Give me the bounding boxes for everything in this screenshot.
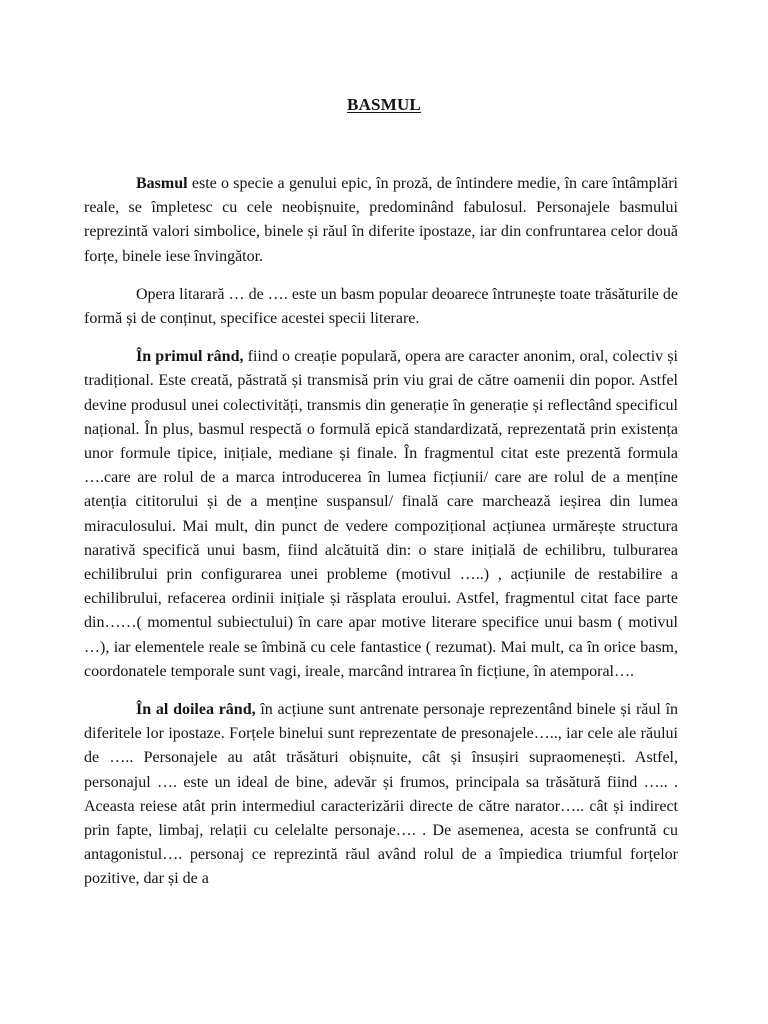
paragraph-text: în acțiune sunt antrenate personaje reprezentând binele și răul în diferitele lor ipostaze. Forțele binelui sunt reprezentate de presonajele….., iar cele ale răului de ….. Personajele au atât trăsături obișnuite, cât și însușiri supraomenești. Astfel, personajul …. este un ideal de bine, adevăr și frumos, principala sa trăsătură fiind ….. . Aceasta reiese atât prin intermediul caracterizării directe de către narator….. cât și indirect prin fapte, limbaj, relații cu celelalte personaje…. . De asemenea, acesta se confruntă cu antagonistul…. personaj ce reprezintă răul având rolul de a împiedica triumful forțelor pozitive, dar și de a — [84, 701, 679, 888]
paragraph-definition — [84, 172, 678, 269]
document-title: BASMUL — [347, 95, 421, 114]
paragraph-intro — [84, 283, 678, 331]
paragraph-text: este o specie a genului epic, în proză, de întindere medie, în care întâmplări reale, se împletesc cu cele neobișnuite, predominând fabulosul. Personajele basmului reprezintă valori simbolice, binele și răul în diferite ipostaze, iar din confruntarea celor două forțe, binele iese învingător. — [84, 175, 678, 265]
paragraph-first-argument — [84, 345, 678, 684]
paragraph-lead: Basmul — [136, 175, 188, 192]
paragraph-lead: În al doilea rând, — [136, 701, 256, 719]
paragraph-lead: În primul rând, — [136, 348, 244, 366]
paragraph-second-argument — [84, 698, 678, 892]
document-body — [84, 172, 678, 906]
paragraph-text: Opera litarară … de …. este un basm popular deoarece întrunește toate trăsăturile de formă și de conținut, specifice acestei specii literare. — [84, 285, 678, 328]
paragraph-text: fiind o creație populară, opera are caracter anonim, oral, colectiv și tradițional. Este creată, păstrată și transmisă prin viu grai de către oamenii din popor. Astfel devine produsul unei colectivități, transmis din generație în generație și reflectând specificul național. În plus, basmul respectă o formulă epică standardizată, reprezentată prin existența unor formule tipice, inițiale, mediane și finale. În fragmentul citat este prezentă formula ….care are rolul de a marca introducerea în lumea ficțiunii/ care are rolul de a menține atenția cititorului și de a menține suspansul/ finală care marchează ieșirea din lumea miraculosului. Mai mult, din punct de vedere compozițional acțiunea urmărește structura narativă specifică unui basm, fiind alcătuită din: o stare inițială de echilibru, tulburarea echilibrului prin configurarea unei probleme (motivul …..) , acțiunile de restabilire a echilibrului, refacerea ordinii inițiale și răsplata eroului. Astfel, fragmentul citat face parte din……( momentul subiectului) în care apar motive literare specifice unui basm ( motivul …), iar elementele reale se îmbină cu cele fantastice ( rezumat). Mai mult, ca în orice basm, coordonatele temporale sunt vagi, ireale, marcând intrarea în ficțiune, în atemporal…. — [84, 348, 679, 680]
